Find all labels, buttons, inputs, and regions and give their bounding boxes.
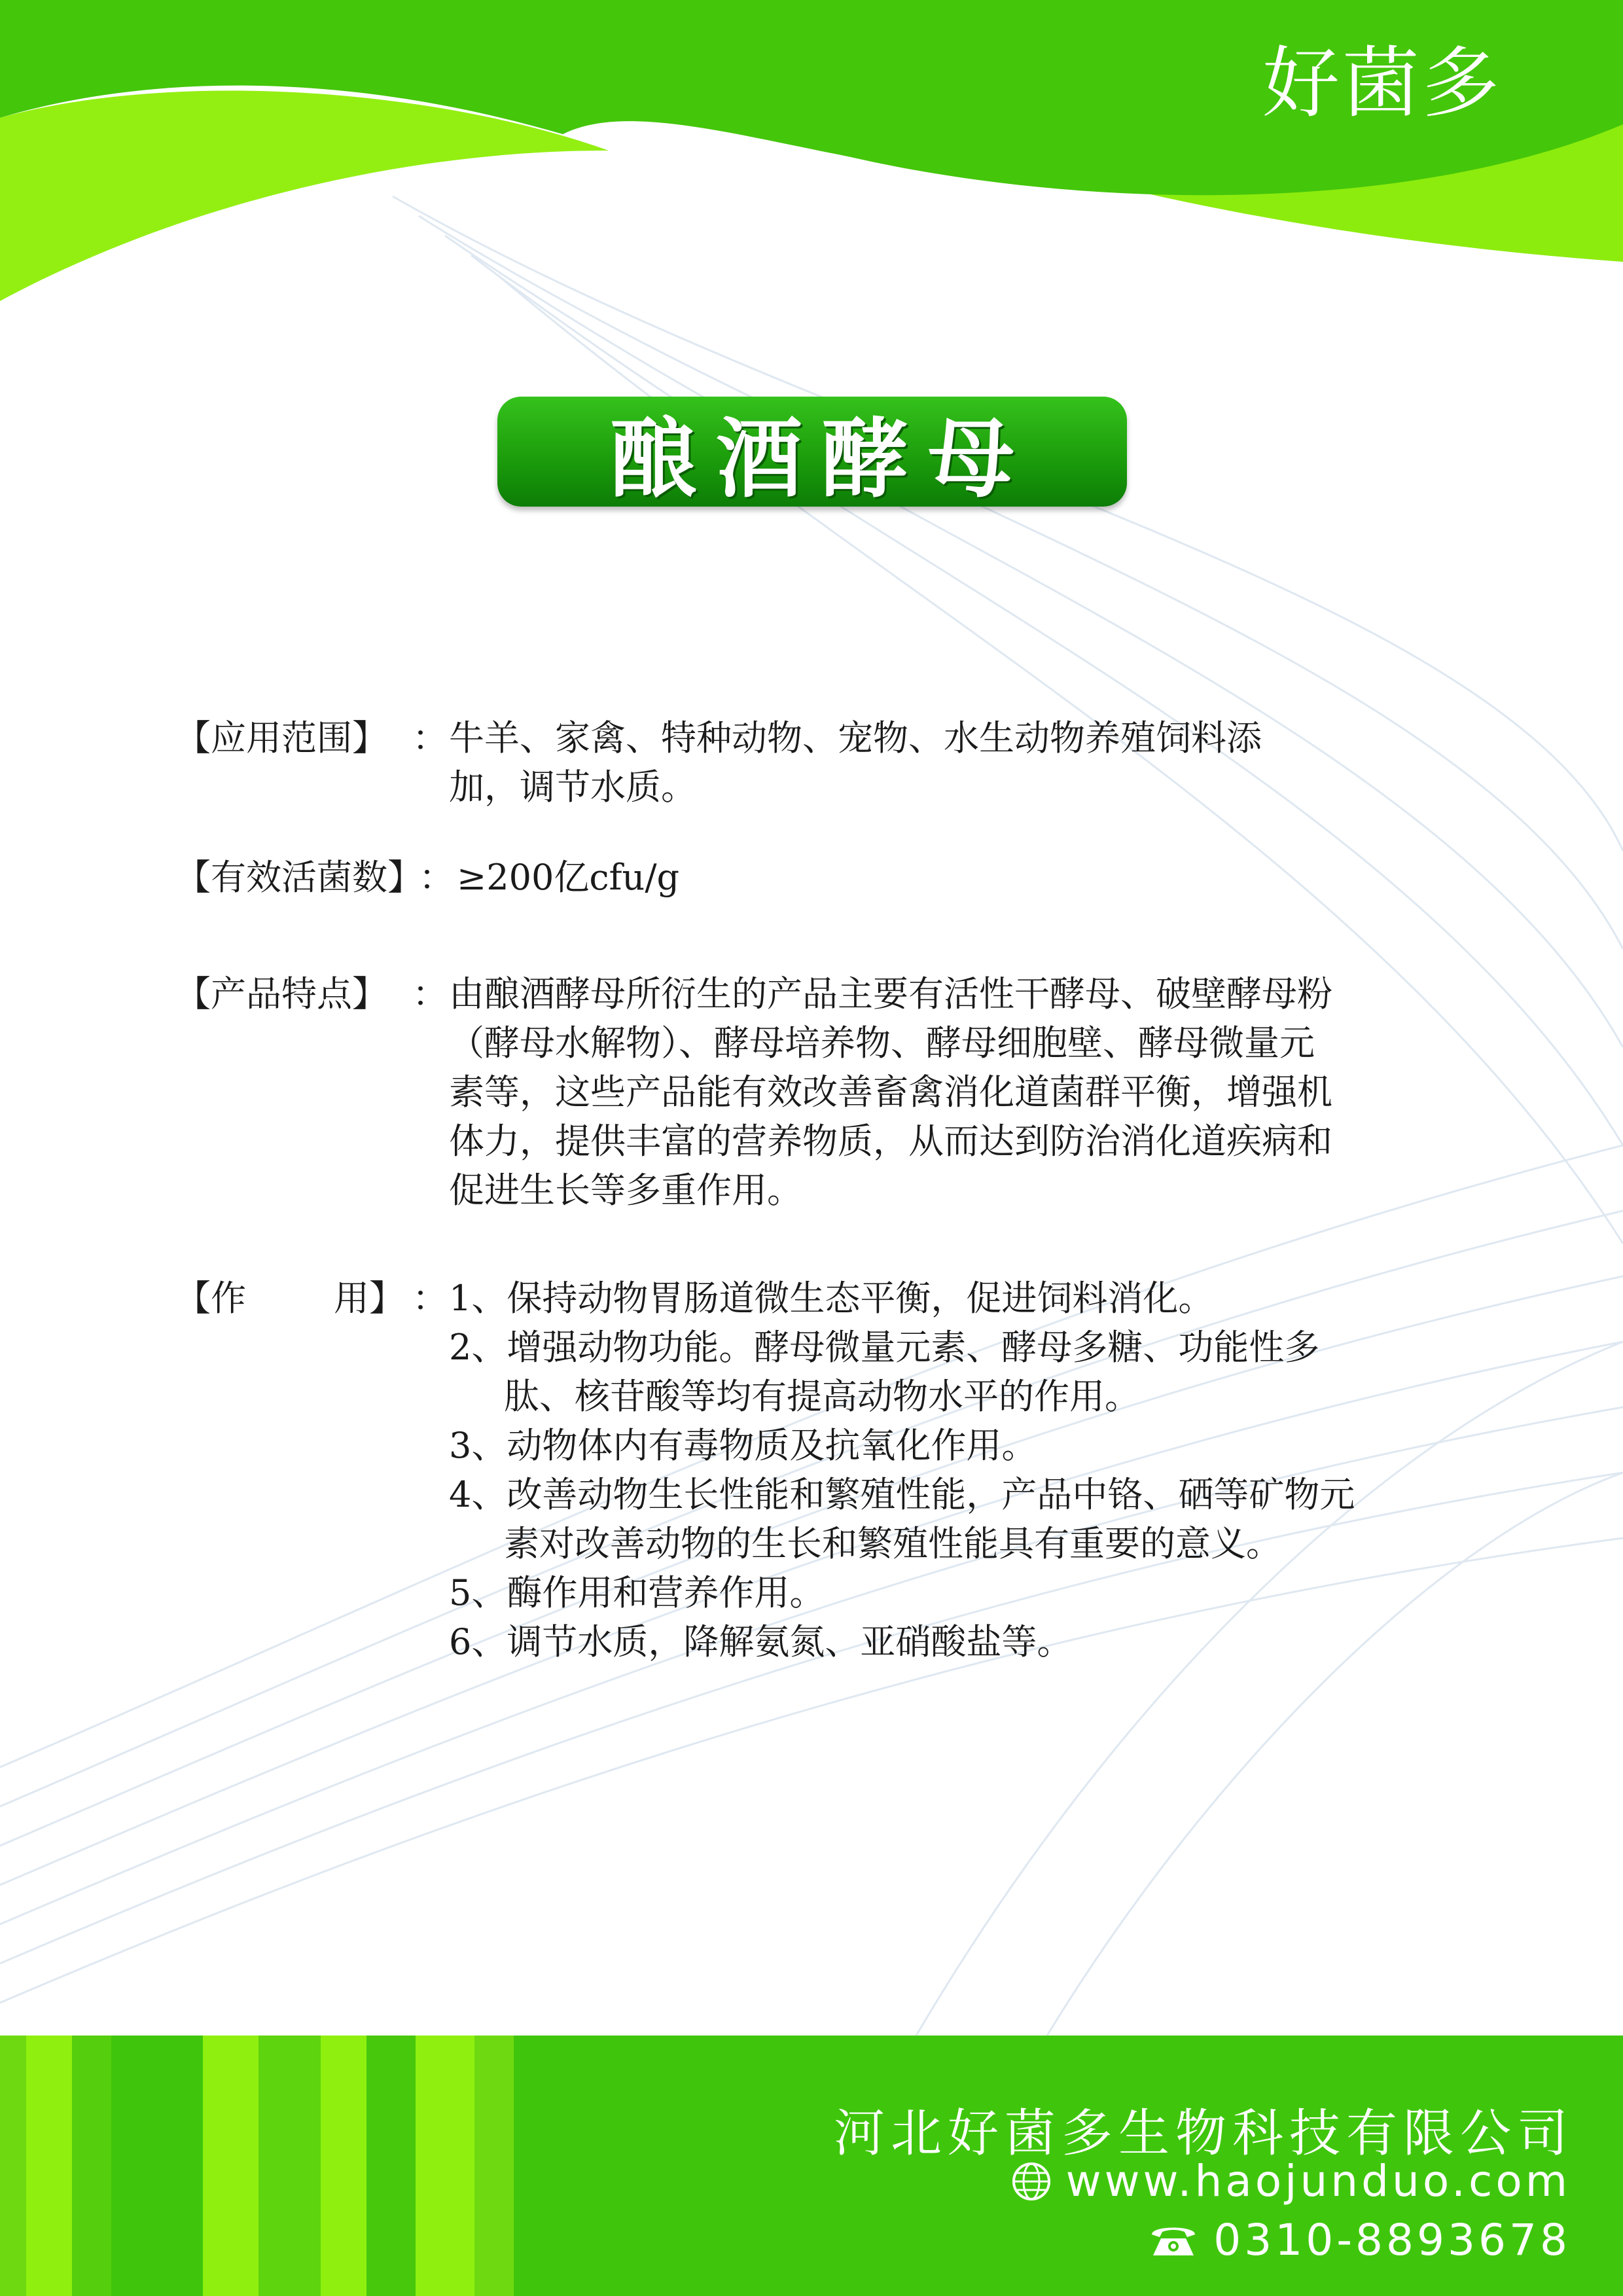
function-item: 4、改善动物生长性能和繁殖性能，产品中铬、硒等矿物元	[449, 1474, 1355, 1515]
count-content	[457, 853, 1623, 902]
function-item: 2、增强动物功能。酵母微量元素、酵母多糖、功能性多	[449, 1327, 1320, 1368]
section-functions	[175, 1274, 1484, 1679]
function-item: 5、酶作用和营养作用。	[449, 1572, 825, 1613]
phone-text[interactable]: 0310-8893678	[1213, 2215, 1571, 2265]
function-item: 3、动物体内有毒物质及抗氧化作用。	[449, 1425, 1037, 1466]
features-line: 素等，这些产品能有效改善畜禽消化道菌群平衡，增强机	[449, 1071, 1332, 1113]
scope-content	[449, 713, 1623, 812]
telephone-icon	[1148, 2221, 1199, 2259]
function-item: 6、调节水质，降解氨氮、亚硝酸盐等。	[449, 1621, 1073, 1662]
scope-line: 加，调节水质。	[449, 766, 696, 808]
label-colon: ：	[412, 717, 448, 759]
globe-icon	[1011, 2161, 1052, 2202]
header-light-green-swoosh	[0, 91, 609, 301]
label-colon: ：	[412, 973, 448, 1014]
features-content	[449, 969, 1623, 1215]
features-line: 体力，提供丰富的营养物质，从而达到防治消化道疾病和	[449, 1121, 1332, 1162]
features-line: （酵母水解物）、酵母培养物、酵母细胞壁、酵母微量元	[449, 1022, 1315, 1064]
features-line: 由酿酒酵母所衍生的产品主要有活性干酵母、破壁酵母粉	[449, 973, 1332, 1014]
brand-logo-text: 好菌多	[1262, 38, 1502, 128]
section-label-scope: 【应用范围】	[175, 717, 387, 759]
features-line: 促进生长等多重作用。	[449, 1170, 802, 1211]
section-product-features	[175, 969, 1484, 1231]
section-label-features: 【产品特点】	[175, 973, 387, 1014]
function-item-continuation: 素对改善动物的生长和繁殖性能具有重要的意义。	[504, 1523, 1281, 1564]
website-row	[1011, 2156, 1571, 2206]
phone-row	[1148, 2215, 1571, 2265]
section-viable-count	[175, 853, 1484, 912]
product-title: 酿酒酵母	[610, 409, 1034, 510]
section-label-count: 【有效活菌数】	[175, 857, 423, 898]
label-colon: ：	[419, 857, 454, 898]
function-item-continuation: 肽、核苷酸等均有提高动物水平的作用。	[504, 1376, 1140, 1417]
functions-content	[449, 1274, 1623, 1666]
section-label-functions-left: 【作	[175, 1278, 246, 1319]
label-colon: ：	[412, 1278, 448, 1319]
website-text[interactable]: www.haojunduo.com	[1065, 2156, 1571, 2206]
scope-line: 牛羊、家禽、特种动物、宠物、水生动物养殖饲料添	[449, 717, 1262, 759]
function-item: 1、保持动物胃肠道微生态平衡，促进饲料消化。	[449, 1278, 1214, 1319]
count-value: ≥200亿cfu/g	[457, 857, 680, 898]
product-title-banner	[497, 397, 1127, 510]
section-application-scope	[175, 713, 1484, 825]
company-name: 河北好菌多生物科技有限公司	[833, 2104, 1574, 2163]
section-label-functions-right: 用】	[334, 1278, 404, 1319]
